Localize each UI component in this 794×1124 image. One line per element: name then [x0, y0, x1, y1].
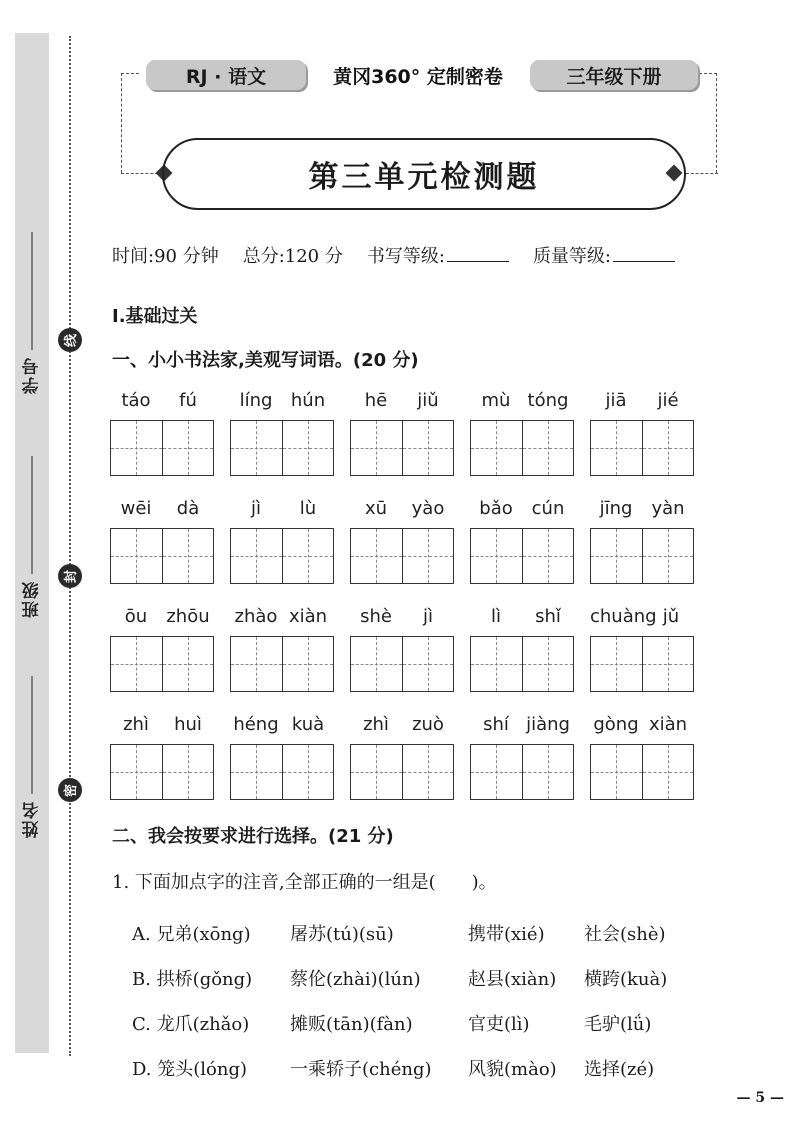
pinyin: bǎo cún [479, 498, 565, 519]
word-item [470, 390, 574, 498]
pinyin: jì lù [250, 498, 317, 519]
tianzige-box[interactable] [230, 420, 334, 476]
pinyin: mù tóng [481, 390, 569, 411]
tianzige-box[interactable] [350, 744, 454, 800]
tianzige-box[interactable] [350, 420, 454, 476]
header-bar [146, 58, 698, 92]
tianzige-box[interactable] [470, 636, 574, 692]
word-item [230, 606, 334, 714]
part-heading: Ⅰ.基础过关 [112, 306, 198, 327]
question-1-options [132, 910, 712, 1090]
pinyin: zhì huì [123, 714, 202, 735]
series-name: 黄冈360° 定制密卷 [333, 65, 503, 88]
grid-row [110, 714, 694, 822]
student-number-field[interactable] [20, 232, 45, 394]
tianzige-box[interactable] [110, 528, 214, 584]
word-item [590, 498, 694, 606]
pinyin: zhì zuò [363, 714, 444, 735]
word-item [230, 714, 334, 822]
tianzige-box[interactable] [590, 420, 694, 476]
class-field[interactable] [20, 456, 45, 618]
word-item [110, 390, 214, 498]
tianzige-box[interactable] [350, 636, 454, 692]
grid-row [110, 498, 694, 606]
time-info: 时间:90 分钟 [112, 246, 219, 267]
pinyin: líng hún [239, 390, 326, 411]
tianzige-box[interactable] [470, 744, 574, 800]
tianzige-box[interactable] [110, 420, 214, 476]
word-item [350, 390, 454, 498]
tianzige-box[interactable] [230, 636, 334, 692]
word-item [470, 606, 574, 714]
pinyin: gòng xiàn [593, 714, 688, 735]
word-item [110, 606, 214, 714]
quality-grade-blank[interactable] [613, 240, 675, 262]
tianzige-box[interactable] [110, 744, 214, 800]
grade-pill: 三年级下册 [530, 60, 698, 90]
word-item [230, 498, 334, 606]
student-number-label: 学号 [22, 356, 43, 394]
pinyin: hē jiǔ [364, 390, 439, 411]
tianzige-box[interactable] [590, 528, 694, 584]
word-item [350, 606, 454, 714]
score-info: 总分:120 分 [242, 246, 343, 267]
seal-seal-mark: 封 [58, 564, 82, 588]
word-item [590, 390, 694, 498]
page-number: — 5 — [736, 1090, 784, 1106]
quality-grade[interactable]: 质量等级: [533, 240, 675, 268]
title-banner [162, 138, 686, 210]
word-item [350, 498, 454, 606]
word-item [350, 714, 454, 822]
word-item [470, 714, 574, 822]
writing-grade-blank[interactable] [447, 240, 509, 262]
writing-grade[interactable]: 书写等级: [367, 240, 509, 268]
exam-info [112, 240, 699, 268]
tianzige-box[interactable] [470, 420, 574, 476]
option-c[interactable]: C. 龙爪(zhǎo) 摊贩(tān)(fàn) 官吏(lì) 毛驴(lǘ) [132, 1013, 652, 1035]
binding-dotted-line [69, 36, 71, 1056]
pinyin: zhào xiàn [234, 606, 328, 627]
name-line [32, 676, 33, 794]
word-item [470, 498, 574, 606]
pinyin: ōu zhōu [124, 606, 210, 627]
grid-row [110, 390, 694, 498]
tianzige-box[interactable] [350, 528, 454, 584]
option-d[interactable]: D. 笼头(lóng) 一乘轿子(chéng) 风貌(mào) 选择(zé) [132, 1058, 655, 1080]
tianzige-box[interactable] [470, 528, 574, 584]
name-label: 姓名 [22, 800, 43, 838]
seal-line-mark: 线 [58, 328, 82, 352]
pinyin: xū yào [364, 498, 445, 519]
class-line [32, 456, 33, 574]
class-label: 班级 [22, 580, 43, 618]
tianzige-box[interactable] [110, 636, 214, 692]
word-item [590, 714, 694, 822]
pinyin: táo fú [121, 390, 197, 411]
option-b[interactable]: B. 拱桥(gǒng) 蔡伦(zhài)(lún) 赵县(xiàn) 横跨(kuà) [132, 968, 668, 990]
pinyin: wēi dà [120, 498, 200, 519]
pinyin: jiā jié [605, 390, 679, 411]
section2-heading: 二、我会按要求进行选择。(21 分) [112, 826, 394, 847]
writing-grid [110, 390, 694, 822]
pinyin: héng kuà [233, 714, 325, 735]
pinyin: jīng yàn [599, 498, 685, 519]
tianzige-box[interactable] [230, 744, 334, 800]
subject-pill: RJ · 语文 [146, 60, 306, 90]
question-1: 1. 下面加点字的注音,全部正确的一组是( )。 [112, 872, 497, 893]
tianzige-box[interactable] [230, 528, 334, 584]
word-item [110, 714, 214, 822]
option-a[interactable]: A. 兄弟(xōng) 屠苏(tú)(sū) 携带(xié) 社会(shè) [132, 923, 666, 945]
word-item [110, 498, 214, 606]
grid-row [110, 606, 694, 714]
tianzige-box[interactable] [590, 636, 694, 692]
tianzige-box[interactable] [590, 744, 694, 800]
pinyin: chuàng jǔ [590, 606, 680, 627]
word-item [230, 390, 334, 498]
name-field[interactable] [20, 676, 45, 838]
pinyin: lì shǐ [490, 606, 561, 627]
page-title: 第三单元检测题 [308, 160, 540, 195]
student-number-line [32, 232, 33, 350]
word-item [590, 606, 694, 714]
seal-secret-mark: 密 [58, 778, 82, 802]
pinyin: shí jiàng [483, 714, 570, 735]
section1-heading: 一、小小书法家,美观写词语。(20 分) [112, 350, 419, 371]
pinyin: shè jì [360, 606, 433, 627]
